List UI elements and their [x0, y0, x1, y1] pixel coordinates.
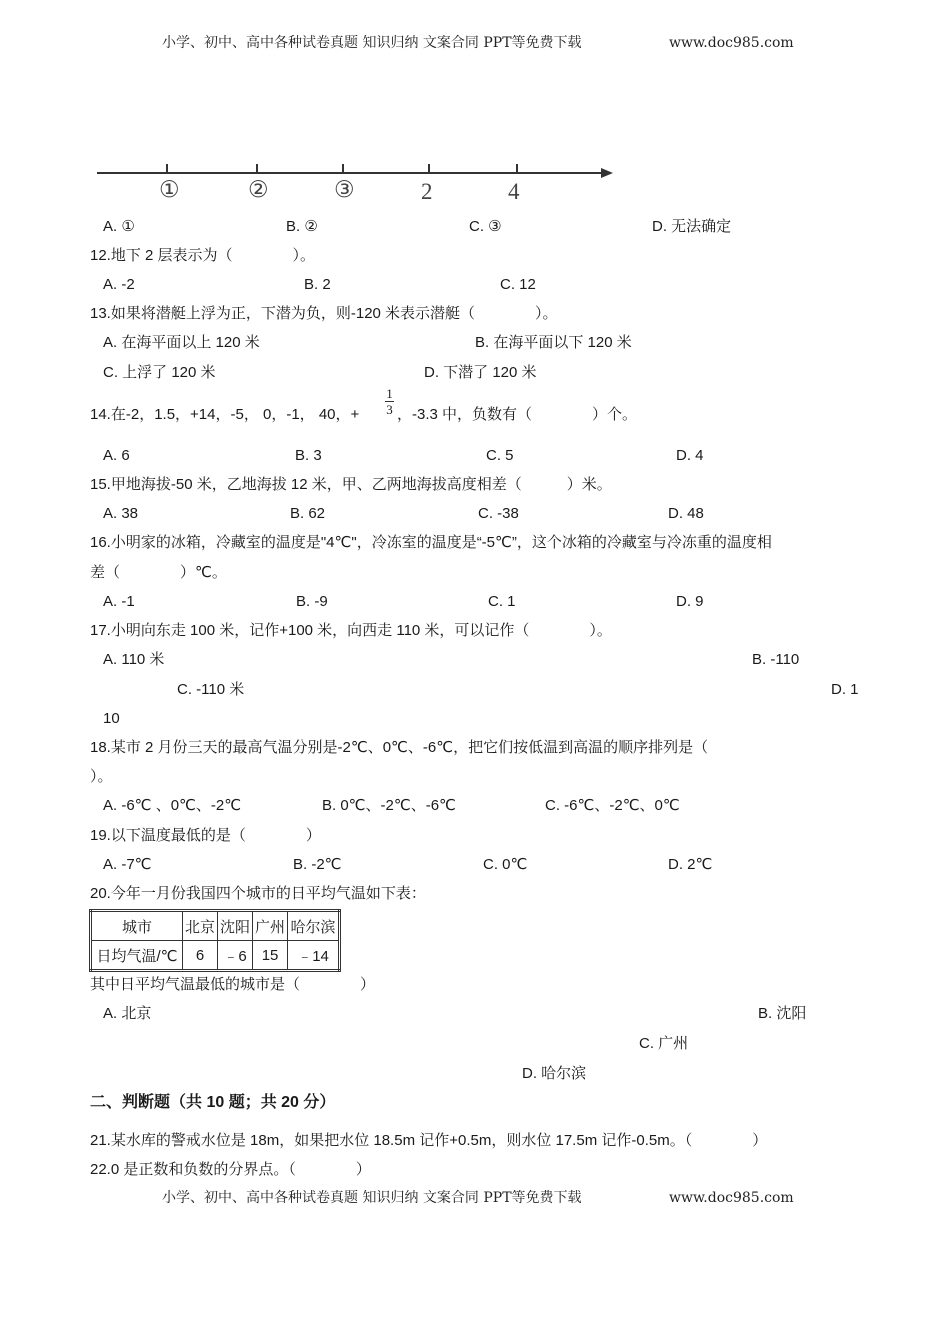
table-cell: 哈尔滨	[288, 911, 340, 941]
q12-option-a[interactable]: A. -2	[103, 276, 135, 293]
q17-option-b[interactable]: B. -110	[752, 651, 800, 668]
q11-option-b[interactable]: B. ②	[286, 218, 318, 235]
q20-option-b[interactable]: B. 沈阳	[758, 1005, 807, 1022]
q12-stem: 12.地下 2 层表示为（ ）。	[90, 247, 316, 264]
q13-option-d[interactable]: D. 下潜了 120 米	[424, 364, 537, 381]
table-cell: ﹣6	[218, 941, 253, 971]
number-line-arrow	[601, 168, 613, 178]
q16-option-a[interactable]: A. -1	[103, 593, 135, 610]
section-title: 二、判断题（共 10 题；共 20 分）	[90, 1094, 336, 1111]
q13-option-b[interactable]: B. 在海平面以下 120 米	[475, 334, 632, 351]
q11-option-d[interactable]: D. 无法确定	[652, 218, 732, 235]
q17-option-c[interactable]: C. -110 米	[177, 681, 245, 698]
footer-url: www.doc985.com	[669, 1190, 794, 1206]
q21-stem: 21.某水库的警戒水位是 18m，如果把水位 18.5m 记作+0.5m，则水位 17.5m 记作-0.5m。（ ）	[90, 1132, 768, 1149]
nl-label-2: ②	[248, 177, 269, 203]
table-cell: 城市	[91, 911, 183, 941]
q12-option-c[interactable]: C. 12	[500, 276, 536, 293]
table-cell: 6	[183, 941, 218, 971]
q14-option-b[interactable]: B. 3	[295, 447, 322, 464]
q22-stem: 22.0 是正数和负数的分界点。（ ）	[90, 1161, 371, 1178]
nl-label-1: ①	[159, 177, 180, 203]
q17-option-d-continued: 10	[103, 710, 120, 727]
table-cell: 日均气温/℃	[91, 941, 183, 971]
q11-option-a[interactable]: A. ①	[103, 218, 135, 235]
header-text: 小学、初中、高中各种试卷真题 知识归纳 文案合同 PPT等免费下载	[162, 35, 582, 51]
q18-option-a[interactable]: A. -6℃ 、0℃、-2℃	[103, 797, 242, 814]
q19-stem: 19.以下温度最低的是（ ）	[90, 827, 321, 844]
temperature-table	[89, 909, 341, 972]
q16-option-b[interactable]: B. -9	[296, 593, 328, 610]
table-cell: 沈阳	[218, 911, 253, 941]
q11-option-c[interactable]: C. ③	[469, 218, 502, 235]
q13-option-c[interactable]: C. 上浮了 120 米	[103, 364, 216, 381]
fraction-numerator: 1	[386, 386, 393, 401]
q19-option-b[interactable]: B. -2℃	[293, 856, 342, 873]
q17-option-d[interactable]: D. 1	[831, 681, 859, 698]
q14-stem-pre: 14.在-2，1.5，+14，-5， 0，-1， 40，+	[90, 406, 360, 423]
q17-stem: 17.小明向东走 100 米，记作+100 米，向西走 110 米，可以记作（ ）。	[90, 622, 612, 639]
q15-option-d[interactable]: D. 48	[668, 505, 704, 522]
q20-question: 其中日平均气温最低的城市是（ ）	[90, 976, 376, 993]
table-cell: 15	[253, 941, 288, 971]
q18-stem-line2: ）。	[90, 768, 113, 785]
q18-stem-line1: 18.某市 2 月份三天的最高气温分别是-2℃、0℃、-6℃，把它们按低温到高温的顺序排列是（	[90, 739, 709, 756]
q14-option-c[interactable]: C. 5	[486, 447, 514, 464]
nl-label-3: ③	[334, 177, 355, 203]
q15-option-a[interactable]: A. 38	[103, 505, 139, 522]
fraction-denominator: 3	[386, 402, 393, 417]
footer-text: 小学、初中、高中各种试卷真题 知识归纳 文案合同 PPT等免费下载	[162, 1190, 582, 1206]
q16-option-c[interactable]: C. 1	[488, 593, 516, 610]
q14-stem-post: ，-3.3 中，负数有（ ）个。	[397, 406, 638, 423]
q13-stem: 13.如果将潜艇上浮为正，下潜为负，则-120 米表示潜艇（ ）。	[90, 305, 558, 322]
q19-option-c[interactable]: C. 0℃	[483, 856, 528, 873]
q16-stem-line2: 差（ ）℃。	[90, 564, 227, 581]
nl-label-5: 4	[508, 179, 520, 204]
q14-option-a[interactable]: A. 6	[103, 447, 130, 464]
table-cell: ﹣14	[288, 941, 340, 971]
q14-fraction	[385, 387, 394, 416]
table-cell: 北京	[183, 911, 218, 941]
q18-option-c[interactable]: C. -6℃、-2℃、0℃	[545, 797, 680, 814]
q20-option-a[interactable]: A. 北京	[103, 1005, 152, 1022]
table-row	[91, 941, 340, 971]
q19-option-d[interactable]: D. 2℃	[668, 856, 713, 873]
q20-option-c[interactable]: C. 广州	[639, 1035, 689, 1052]
q16-option-d[interactable]: D. 9	[676, 593, 704, 610]
table-cell: 广州	[253, 911, 288, 941]
nl-label-4: 2	[421, 179, 433, 204]
q16-stem-line1: 16.小明家的冰箱，冷藏室的温度是"4℃"，冷冻室的温度是“-5℃”，这个冰箱的冷藏室与冷冻重的温度相	[90, 534, 772, 551]
q15-option-b[interactable]: B. 62	[290, 505, 326, 522]
q12-option-b[interactable]: B. 2	[304, 276, 331, 293]
q15-stem: 15.甲地海拔-50 米，乙地海拔 12 米，甲、乙两地海拔高度相差（ ）米。	[90, 476, 612, 493]
table-header-row	[91, 911, 340, 941]
q20-option-d[interactable]: D. 哈尔滨	[522, 1065, 587, 1082]
q14-option-d[interactable]: D. 4	[676, 447, 704, 464]
q13-option-a[interactable]: A. 在海平面以上 120 米	[103, 334, 260, 351]
q17-option-a[interactable]: A. 110 米	[103, 651, 165, 668]
q15-option-c[interactable]: C. -38	[478, 505, 519, 522]
header-url: www.doc985.com	[669, 35, 794, 51]
q19-option-a[interactable]: A. -7℃	[103, 856, 152, 873]
q18-option-b[interactable]: B. 0℃、-2℃、-6℃	[322, 797, 456, 814]
q20-stem: 20.今年一月份我国四个城市的日平均气温如下表：	[90, 885, 426, 902]
